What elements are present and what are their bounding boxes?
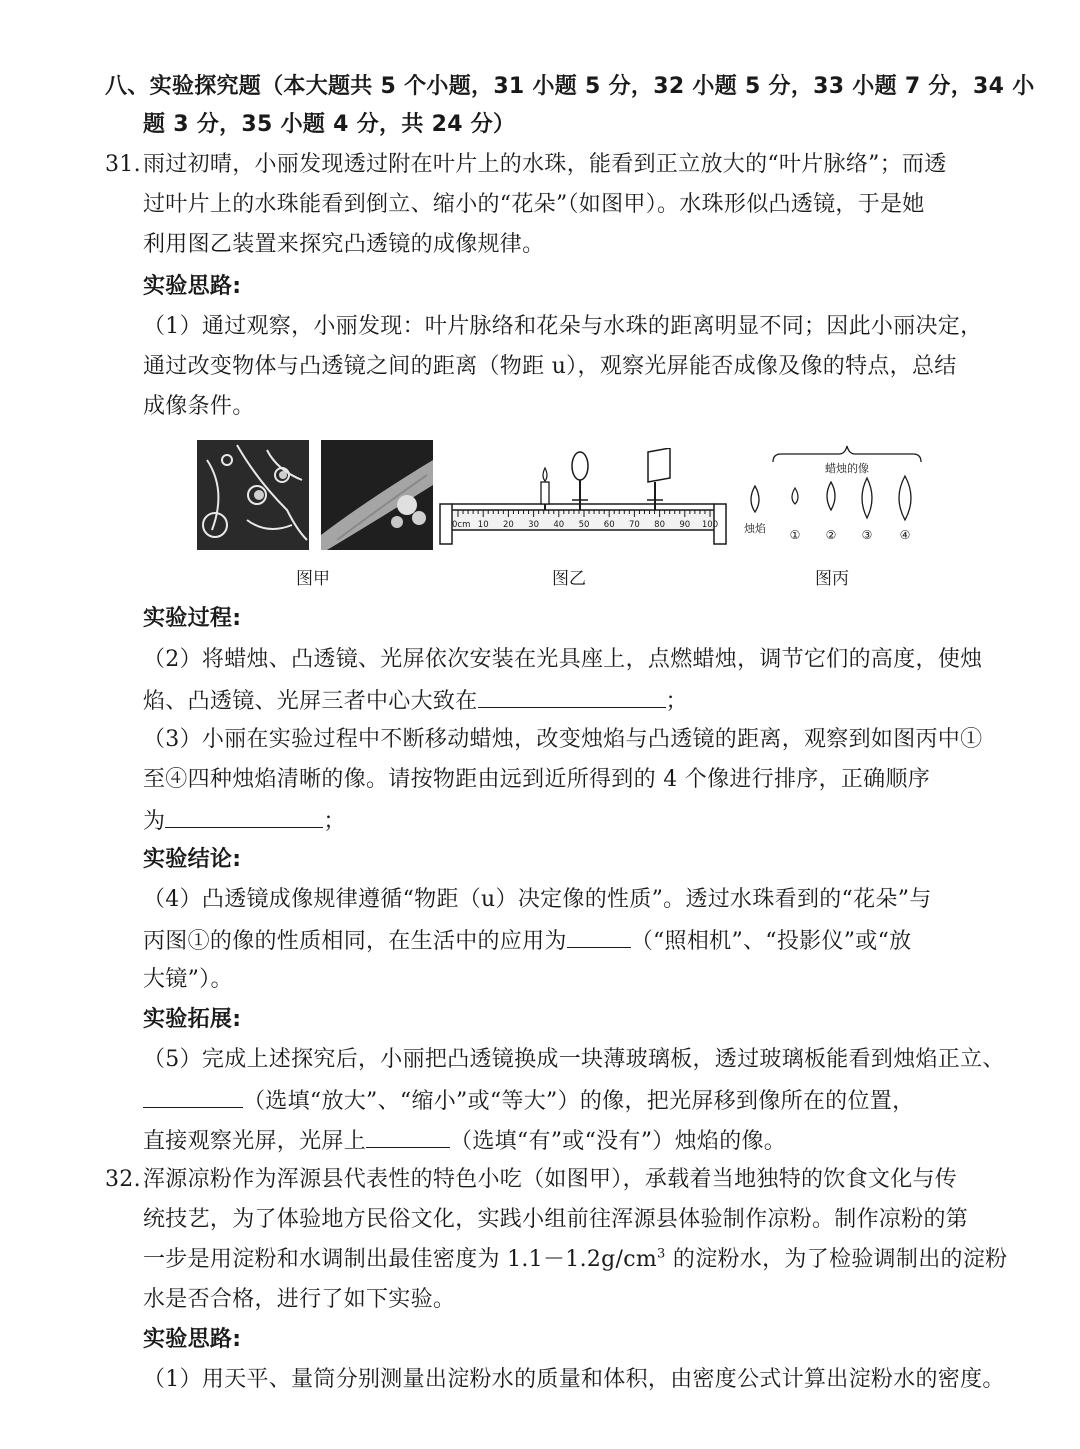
q32-intro-line-3	[143, 1245, 1007, 1275]
q31-p5-line-2-text: （选填“放大”、“缩小”或“等大”）的像，把光屏移到像所在的位置，	[243, 1089, 915, 1114]
q31-p3-line-3-text: 为	[143, 809, 166, 834]
fig-c-marker-1: ①	[789, 528, 801, 542]
fig-c-title: 蜡烛的像	[825, 462, 869, 475]
fig-c-marker-4: ④	[899, 528, 911, 542]
original-flame-icon	[751, 486, 759, 512]
q31-p2-line-2	[143, 685, 688, 717]
image-1-flame-icon	[792, 488, 798, 504]
q32-intro-line-3-text: 一步是用淀粉和水调制出最佳密度为 1.1－1.2g/cm	[143, 1247, 658, 1272]
answer-blank-2[interactable]	[478, 685, 666, 708]
section-title-line-2: 题 3 分，35 小题 4 分，共 24 分）	[143, 112, 516, 137]
answer-blank-3[interactable]	[165, 805, 323, 828]
q31-p5-line-3	[143, 1125, 786, 1157]
fig-c-flame-label: 烛焰	[744, 522, 766, 535]
ruler-label: 90	[679, 520, 691, 530]
q31-p2-line-2-text: 焰、凸透镜、光屏三者中心大致在	[143, 689, 478, 714]
q31-extension-heading: 实验拓展:	[143, 1007, 242, 1032]
image-3-flame-icon	[862, 478, 872, 518]
candle-flame-icon	[543, 468, 547, 481]
ruler-label: 50	[578, 520, 590, 530]
figure-a-photos	[197, 440, 433, 550]
figure-a	[197, 440, 433, 550]
q31-p3-line-2: 至④四种烛焰清晰的像。请按物距由远到近所得到的 4 个像进行排序，正确顺序	[143, 767, 931, 792]
q31-p5-line-3-text: 直接观察光屏，光屏上	[143, 1129, 367, 1154]
q31-p4-line-3: 大镜”）。	[143, 967, 233, 992]
ruler-label: 60	[603, 520, 615, 530]
figure-b	[438, 448, 728, 548]
q31-p3-line-3-end: ；	[323, 809, 346, 834]
brace	[773, 446, 921, 462]
ruler-label: 20	[502, 520, 514, 530]
ruler-label: 80	[654, 520, 666, 530]
image-4-flame-icon	[899, 476, 911, 520]
q31-p5-line-1: （5）完成上述探究后，小丽把凸透镜换成一块薄玻璃板，透过玻璃板能看到烛焰正立、	[143, 1047, 1005, 1072]
figure-c	[735, 440, 935, 550]
q31-p4-line-1: （4）凸透镜成像规律遵循“物距（u）决定像的性质”。透过水珠看到的“花朵”与	[143, 887, 932, 912]
figure-b-caption: 图乙	[552, 569, 586, 589]
ruler-label: 70	[628, 520, 640, 530]
q31-intro-line-2: 过叶片上的水珠能看到倒立、缩小的“花朵”（如图甲）。水珠形似凸透镜，于是她	[143, 192, 925, 217]
fig-c-marker-3: ③	[861, 528, 873, 542]
ruler-label: 10	[477, 520, 489, 530]
q31-p1-line-3: 成像条件。	[143, 394, 255, 419]
section-title-line-1: 八、实验探究题（本大题共 5 个小题，31 小题 5 分，32 小题 5 分，33 小题 7 分，34 小	[105, 74, 1035, 99]
q31-p3-line-3	[143, 805, 346, 837]
answer-blank-4[interactable]	[567, 925, 631, 948]
ruler-label: 30	[528, 520, 540, 530]
q31-p4-line-2	[143, 925, 911, 957]
photo-leaf-veins	[197, 440, 309, 550]
figure-a-caption: 图甲	[296, 569, 330, 589]
candle-images-diagram	[735, 440, 935, 550]
q32-p1-line-1: （1）用天平、量筒分别测量出淀粉水的质量和体积，由密度公式计算出淀粉水的密度。	[143, 1367, 1005, 1392]
q32-intro-line-1: 浑源凉粉作为浑源县代表性的特色小吃（如图甲），承载着当地独特的饮食文化与传	[143, 1167, 958, 1192]
q31-intro-line-3: 利用图乙装置来探究凸透镜的成像规律。	[143, 232, 545, 257]
q31-p3-line-1: （3）小丽在实验过程中不断移动蜡烛，改变烛焰与凸透镜的距离，观察到如图丙中①	[143, 727, 983, 752]
q31-number: 31.	[105, 152, 141, 177]
ruler-label: 40	[553, 520, 565, 530]
q31-p1-line-2: 通过改变物体与凸透镜之间的距离（物距 u），观察光屏能否成像及像的特点，总结	[143, 354, 957, 379]
image-2-flame-icon	[827, 482, 835, 510]
q32-number: 32.	[105, 1167, 141, 1192]
q31-conclusion-heading: 实验结论:	[143, 847, 242, 872]
q31-p2-line-1: （2）将蜡烛、凸透镜、光屏依次安装在光具座上，点燃蜡烛，调节它们的高度，使烛	[143, 647, 983, 672]
figure-c-caption: 图丙	[815, 569, 849, 589]
q32-unit-exponent: 3	[657, 1246, 666, 1262]
ruler-label: 100	[701, 520, 719, 530]
q31-p1-line-1: （1）通过观察，小丽发现：叶片脉络和花朵与水珠的距离明显不同；因此小丽决定，	[143, 314, 983, 339]
q32-intro-line-3-end: 的淀粉水，为了检验调制出的淀粉	[665, 1247, 1008, 1272]
ruler-label: 0cm	[452, 520, 471, 530]
light-screen	[647, 448, 670, 510]
q31-p4-line-2-end: （“照相机”、“投影仪”或“放	[630, 929, 912, 954]
q31-idea-heading: 实验思路:	[143, 274, 242, 299]
candle-holder	[541, 468, 549, 510]
convex-lens	[572, 452, 588, 510]
answer-blank-5a[interactable]	[143, 1085, 243, 1108]
q32-intro-line-4: 水是否合格，进行了如下实验。	[143, 1287, 456, 1312]
answer-blank-5b[interactable]	[366, 1125, 450, 1148]
fig-c-marker-2: ②	[825, 528, 837, 542]
bench-left-foot	[440, 504, 452, 544]
q31-p4-line-2-text: 丙图①的像的性质相同，在生活中的应用为	[143, 929, 567, 954]
q31-intro-line-1: 雨过初晴，小丽发现透过附在叶片上的水珠，能看到正立放大的“叶片脉络”；而透	[143, 152, 947, 177]
optical-bench-diagram	[438, 448, 728, 548]
q32-intro-line-2: 统技艺，为了体验地方民俗文化，实践小组前往浑源县体验制作凉粉。制作凉粉的第	[143, 1207, 969, 1232]
q31-p5-line-2	[143, 1085, 914, 1117]
q31-process-heading: 实验过程:	[143, 606, 242, 631]
q31-p5-line-3-end: （选填“有”或“没有”）烛焰的像。	[450, 1129, 787, 1154]
q32-idea-heading: 实验思路:	[143, 1327, 242, 1352]
q31-p2-line-2-end: ；	[665, 689, 688, 714]
